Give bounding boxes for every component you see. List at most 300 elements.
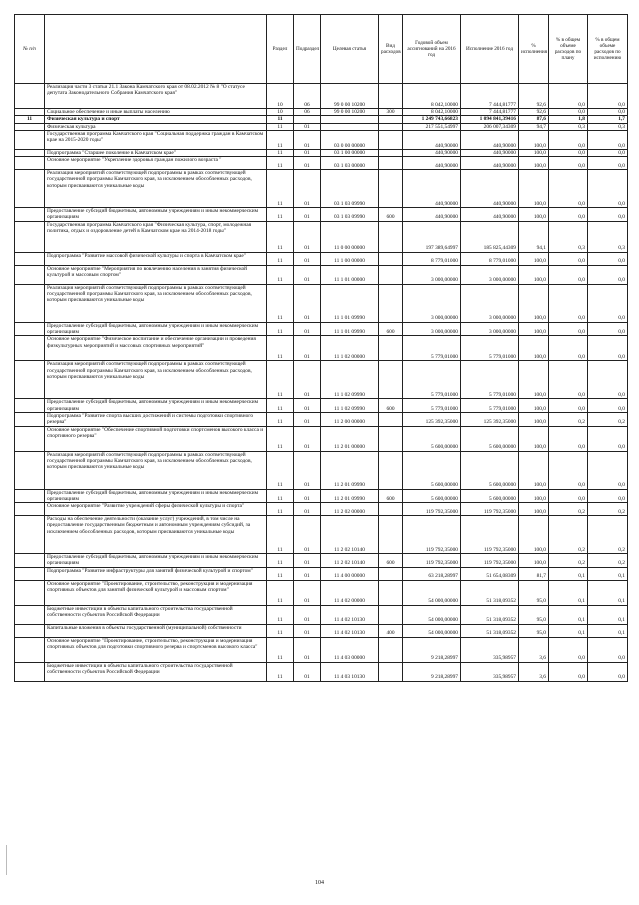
- row-num: [15, 637, 45, 662]
- row-exp-type: [379, 265, 403, 284]
- row-exec: 5 779,01000: [461, 399, 519, 413]
- row-exec: 5 779,01000: [461, 361, 519, 399]
- table-row: [15, 605, 628, 624]
- row-num: [15, 221, 45, 252]
- row-exp-type: [379, 637, 403, 662]
- table-body: [15, 84, 628, 682]
- row-num: 11: [15, 116, 45, 123]
- row-target: 11 4 00 00000: [321, 567, 379, 580]
- row-target: 03 1 03 00000: [321, 157, 379, 170]
- row-subsection: 01: [294, 426, 321, 451]
- budget-table: [14, 14, 628, 682]
- row-pct: 94,7: [519, 123, 549, 130]
- row-exec: 185 825,44309: [461, 221, 519, 252]
- row-name: Реализация мероприятий соответствующей подпрограммы в рамках соответствующей государственной программы Камчатского края, за исключением обособленных расходов, которым присваиваются уникальные коды: [45, 284, 267, 322]
- row-target: 11 1 02 09990: [321, 361, 379, 399]
- row-subsection: 01: [294, 252, 321, 265]
- row-share-plan: 0,0: [549, 336, 588, 361]
- row-target: 11 1 01 09990: [321, 284, 379, 322]
- row-num: [15, 605, 45, 624]
- row-exec: 440,90000: [461, 170, 519, 208]
- row-share-plan: 0,0: [549, 109, 588, 116]
- row-exec: 440,90000: [461, 208, 519, 222]
- row-plan: 125 392,35000: [403, 412, 461, 426]
- row-exec: 119 792,35000: [461, 554, 519, 568]
- table-row: [15, 284, 628, 322]
- row-plan: 54 000,00000: [403, 580, 461, 605]
- row-share-plan: 0,0: [549, 399, 588, 413]
- row-name: Предоставление субсидий бюджетным, автономным учреждениям и иным некоммерческим организациям: [45, 322, 267, 336]
- table-header-row: [15, 15, 628, 84]
- row-section: 11: [267, 221, 294, 252]
- row-num: [15, 84, 45, 109]
- row-num: [15, 149, 45, 156]
- row-share-exec: 0,2: [588, 554, 628, 568]
- row-section: 11: [267, 516, 294, 554]
- row-section: 11: [267, 489, 294, 503]
- row-name: Реализация части 3 статьи 21.1 Закона Камчатского края от 08.02.2012 № 8 "О статусе депутата Законодательного Собрания Камчатского края": [45, 84, 267, 109]
- row-num: [15, 322, 45, 336]
- table-row: [15, 221, 628, 252]
- row-subsection: 01: [294, 489, 321, 503]
- row-pct: 95,0: [519, 624, 549, 637]
- row-name: Бюджетные инвестиции в объекты капитального строительства государственной собственности субъектов Российской Федерации: [45, 605, 267, 624]
- table-row: [15, 399, 628, 413]
- row-share-exec: 0,1: [588, 624, 628, 637]
- row-subsection: 01: [294, 399, 321, 413]
- header-exec: Исполнение 2016 год: [461, 15, 519, 84]
- row-pct: 94,1: [519, 221, 549, 252]
- row-section: 11: [267, 322, 294, 336]
- row-section: 11: [267, 149, 294, 156]
- row-share-plan: 0,0: [549, 170, 588, 208]
- row-name: Предоставление субсидий бюджетным, автономным учреждениям и иным некоммерческим организациям: [45, 399, 267, 413]
- row-target: 11 4 03 10130: [321, 662, 379, 681]
- row-name: Реализация мероприятий соответствующей подпрограммы в рамках соответствующей государственной программы Камчатского края, за исключением обособленных расходов, которым присваиваются уникальные коды: [45, 170, 267, 208]
- row-exp-type: [379, 516, 403, 554]
- table-row: [15, 412, 628, 426]
- row-exec: 3 000,00000: [461, 265, 519, 284]
- row-plan: 5 600,00000: [403, 489, 461, 503]
- row-plan: 119 792,35000: [403, 516, 461, 554]
- row-section: 11: [267, 265, 294, 284]
- margin-mark: [6, 845, 7, 875]
- row-target: 03 1 03 09990: [321, 208, 379, 222]
- row-exec: 7 444,81777: [461, 109, 519, 116]
- row-exp-type: 600: [379, 399, 403, 413]
- row-section: 11: [267, 130, 294, 149]
- row-subsection: 01: [294, 605, 321, 624]
- row-share-plan: 0,1: [549, 605, 588, 624]
- row-exec: 440,90000: [461, 130, 519, 149]
- row-name: Основное мероприятие "Укрепление здоровья граждан пожилого возраста ": [45, 157, 267, 170]
- header-subsection: Подраздел: [294, 15, 321, 84]
- row-exec: 3 000,00000: [461, 322, 519, 336]
- row-name: Предоставление субсидий бюджетным, автономным учреждениям и иным некоммерческим организациям: [45, 489, 267, 503]
- row-pct: 87,6: [519, 116, 549, 123]
- table-row: [15, 580, 628, 605]
- row-share-plan: 0,1: [549, 580, 588, 605]
- header-section: Раздел: [267, 15, 294, 84]
- row-exec: 51 318,09352: [461, 624, 519, 637]
- row-pct: 100,0: [519, 170, 549, 208]
- row-plan: 3 000,00000: [403, 322, 461, 336]
- row-exec: 5 600,00000: [461, 489, 519, 503]
- row-name: Основное мероприятие "Физическое воспитание и обеспечение организации и проведения физкультурных мероприятий и массовых спортивных мероприятий": [45, 336, 267, 361]
- row-pct: 100,0: [519, 208, 549, 222]
- table-row: [15, 336, 628, 361]
- row-plan: 54 000,00000: [403, 605, 461, 624]
- row-num: [15, 157, 45, 170]
- row-pct: 95,0: [519, 580, 549, 605]
- row-share-exec: 0,0: [588, 265, 628, 284]
- row-exp-type: [379, 580, 403, 605]
- row-num: [15, 399, 45, 413]
- row-name: Государственная программа Камчатского края "Социальная поддержка граждан в Камчатском крае на 2015-2020 годы": [45, 130, 267, 149]
- row-name: Физическая культура: [45, 123, 267, 130]
- row-num: [15, 503, 45, 516]
- row-share-plan: 0,0: [549, 265, 588, 284]
- row-target: 11 2 00 00000: [321, 412, 379, 426]
- row-exec: 51 654,08309: [461, 567, 519, 580]
- row-pct: 100,0: [519, 322, 549, 336]
- row-num: [15, 516, 45, 554]
- row-target: 11 1 02 09990: [321, 399, 379, 413]
- row-pct: 3,6: [519, 637, 549, 662]
- row-exp-type: 300: [379, 109, 403, 116]
- row-share-exec: 0,0: [588, 208, 628, 222]
- row-subsection: 06: [294, 109, 321, 116]
- row-exp-type: [379, 149, 403, 156]
- row-exp-type: [379, 84, 403, 109]
- row-share-plan: 0,0: [549, 489, 588, 503]
- row-section: 11: [267, 123, 294, 130]
- table-row: [15, 516, 628, 554]
- row-name: Подпрограмма "Развитие спорта высших достижений и системы подготовки спортивного резерва": [45, 412, 267, 426]
- row-target: 11 0 00 00000: [321, 221, 379, 252]
- row-target: 11 1 01 00000: [321, 265, 379, 284]
- row-share-plan: 0,0: [549, 84, 588, 109]
- row-name: Реализация мероприятий соответствующей подпрограммы в рамках соответствующей государственной программы Камчатского края, за исключением обособленных расходов, которым присваиваются уникальные коды: [45, 451, 267, 489]
- row-target: 11 2 02 00000: [321, 503, 379, 516]
- row-section: 11: [267, 252, 294, 265]
- row-share-plan: 0,0: [549, 252, 588, 265]
- row-name: Подпрограмма "Развитие массовой физической культуры и спорта в Камчатском крае": [45, 252, 267, 265]
- row-target: 11 1 00 00000: [321, 252, 379, 265]
- row-exec: 7 444,81777: [461, 84, 519, 109]
- row-share-plan: 0,0: [549, 157, 588, 170]
- row-plan: 440,90000: [403, 130, 461, 149]
- row-pct: 100,0: [519, 399, 549, 413]
- row-exec: 440,90000: [461, 157, 519, 170]
- row-share-plan: 0,0: [549, 451, 588, 489]
- row-target: 99 0 00 10200: [321, 109, 379, 116]
- row-plan: 440,90000: [403, 208, 461, 222]
- table-row: [15, 130, 628, 149]
- row-name: Капитальные вложения в объекты государственной (муниципальной) собственности: [45, 624, 267, 637]
- row-share-exec: 0,0: [588, 637, 628, 662]
- row-target: 03 1 03 09990: [321, 170, 379, 208]
- row-share-plan: 0,2: [549, 412, 588, 426]
- table-row: [15, 554, 628, 568]
- row-pct: 100,0: [519, 265, 549, 284]
- row-exec: 125 392,35000: [461, 412, 519, 426]
- row-pct: 100,0: [519, 412, 549, 426]
- row-section: 10: [267, 109, 294, 116]
- row-share-plan: 0,3: [549, 123, 588, 130]
- row-share-plan: 0,2: [549, 554, 588, 568]
- row-plan: 5 600,00000: [403, 451, 461, 489]
- row-share-exec: 0,2: [588, 516, 628, 554]
- row-pct: 3,6: [519, 662, 549, 681]
- row-exp-type: [379, 361, 403, 399]
- row-exec: 335,98957: [461, 662, 519, 681]
- row-share-exec: 0,0: [588, 426, 628, 451]
- row-section: 11: [267, 624, 294, 637]
- row-section: 11: [267, 503, 294, 516]
- row-plan: 5 600,00000: [403, 426, 461, 451]
- row-section: 11: [267, 399, 294, 413]
- row-num: [15, 284, 45, 322]
- row-share-plan: 0,0: [549, 149, 588, 156]
- row-plan: 5 779,01000: [403, 336, 461, 361]
- row-exp-type: [379, 123, 403, 130]
- row-share-exec: 0,0: [588, 157, 628, 170]
- row-name: Основное мероприятие "Обеспечение спортивной подготовки спортсменов высокого класса и спортивного резерва": [45, 426, 267, 451]
- row-exec: 1 094 841,39416: [461, 116, 519, 123]
- row-exec: 51 318,09352: [461, 580, 519, 605]
- row-subsection: 01: [294, 637, 321, 662]
- row-target: 11 4 02 00000: [321, 580, 379, 605]
- row-section: 11: [267, 451, 294, 489]
- row-subsection: 01: [294, 503, 321, 516]
- table-row: [15, 322, 628, 336]
- table-row: [15, 503, 628, 516]
- row-section: 11: [267, 662, 294, 681]
- row-share-plan: 0,0: [549, 361, 588, 399]
- row-exec: 440,90000: [461, 149, 519, 156]
- row-subsection: 01: [294, 221, 321, 252]
- row-exec: 5 779,01000: [461, 336, 519, 361]
- row-section: 11: [267, 116, 294, 123]
- row-section: 11: [267, 554, 294, 568]
- row-subsection: 01: [294, 322, 321, 336]
- row-name: Основное мероприятие "Развитие учреждений сферы физической культуры и спорта": [45, 503, 267, 516]
- row-subsection: 01: [294, 412, 321, 426]
- table-row: [15, 84, 628, 109]
- row-exp-type: [379, 116, 403, 123]
- row-plan: 440,90000: [403, 157, 461, 170]
- row-plan: 5 779,01000: [403, 399, 461, 413]
- row-exp-type: [379, 252, 403, 265]
- row-exec: 5 600,00000: [461, 451, 519, 489]
- row-exp-type: [379, 567, 403, 580]
- row-num: [15, 412, 45, 426]
- row-name: Бюджетные инвестиции в объекты капитального строительства государственной собственности субъектов Российской Федерации: [45, 662, 267, 681]
- row-target: 11 4 02 10130: [321, 624, 379, 637]
- row-target: 11 1 01 09990: [321, 322, 379, 336]
- header-target: Целевая статья: [321, 15, 379, 84]
- row-num: [15, 451, 45, 489]
- row-subsection: 06: [294, 84, 321, 109]
- row-target: 11 2 01 00000: [321, 426, 379, 451]
- row-subsection: 01: [294, 567, 321, 580]
- row-num: [15, 361, 45, 399]
- row-plan: 8 042,10000: [403, 84, 461, 109]
- row-target: 11 2 01 09990: [321, 489, 379, 503]
- row-subsection: 01: [294, 149, 321, 156]
- row-share-exec: 0,0: [588, 130, 628, 149]
- row-subsection: 01: [294, 624, 321, 637]
- row-share-exec: 0,0: [588, 149, 628, 156]
- row-section: 11: [267, 426, 294, 451]
- row-share-exec: 0,0: [588, 170, 628, 208]
- row-plan: 3 000,00000: [403, 284, 461, 322]
- table-row: [15, 624, 628, 637]
- row-share-exec: 0,2: [588, 503, 628, 516]
- table-row: [15, 489, 628, 503]
- row-share-exec: 0,0: [588, 451, 628, 489]
- row-plan: 440,90000: [403, 149, 461, 156]
- row-target: [321, 116, 379, 123]
- row-num: [15, 662, 45, 681]
- row-name: Предоставление субсидий бюджетным, автономным учреждениям и иным некоммерческим организациям: [45, 554, 267, 568]
- row-share-plan: 0,2: [549, 503, 588, 516]
- row-exp-type: 400: [379, 624, 403, 637]
- row-share-plan: 0,1: [549, 567, 588, 580]
- row-pct: 100,0: [519, 451, 549, 489]
- row-share-plan: 0,0: [549, 426, 588, 451]
- row-plan: 9 218,28997: [403, 637, 461, 662]
- row-name: Основное мероприятие "Мероприятия по вовлечению населения в занятия физической культурой и массовым спортом": [45, 265, 267, 284]
- row-name: Государственная программа Камчатского края "Физическая культура, спорт, молодежная политика, отдых и оздоровление детей в Камчатском крае на 2014-2018 годы": [45, 221, 267, 252]
- row-target: 11 4 03 00000: [321, 637, 379, 662]
- row-plan: 3 000,00000: [403, 265, 461, 284]
- row-num: [15, 265, 45, 284]
- row-pct: 100,0: [519, 503, 549, 516]
- row-subsection: 01: [294, 208, 321, 222]
- header-share-plan: % в общем объеме расходов по плану: [549, 15, 588, 84]
- row-target: [321, 123, 379, 130]
- row-num: [15, 426, 45, 451]
- table-row: [15, 662, 628, 681]
- row-name: Социальное обеспечение и иные выплаты населению: [45, 109, 267, 116]
- row-pct: 100,0: [519, 336, 549, 361]
- row-section: 11: [267, 580, 294, 605]
- row-plan: 63 218,28997: [403, 567, 461, 580]
- header-exp-type: Вид расходов: [379, 15, 403, 84]
- row-share-plan: 0,2: [549, 516, 588, 554]
- row-plan: 5 779,01000: [403, 361, 461, 399]
- row-share-plan: 0,0: [549, 130, 588, 149]
- row-exp-type: 600: [379, 208, 403, 222]
- row-name: Физическая культура и спорт: [45, 116, 267, 123]
- row-exec: 51 318,09352: [461, 605, 519, 624]
- row-section: 11: [267, 412, 294, 426]
- row-name: Реализация мероприятий соответствующей подпрограммы в рамках соответствующей государственной программы Камчатского края, за исключением обособленных расходов, которым присваиваются уникальные коды: [45, 361, 267, 399]
- row-share-plan: 0,0: [549, 662, 588, 681]
- row-num: [15, 336, 45, 361]
- row-pct: 100,0: [519, 361, 549, 399]
- row-plan: 9 218,28997: [403, 662, 461, 681]
- table-row: [15, 116, 628, 123]
- row-name: Расходы на обеспечение деятельности (оказание услуг) учреждений, в том числе на предоставление государственным бюджетным и автономным учреждениям субсидий, за исключением обособленных расходов, которым присваиваются уникальные коды: [45, 516, 267, 554]
- row-target: 99 0 00 10200: [321, 84, 379, 109]
- row-plan: 119 792,35000: [403, 503, 461, 516]
- row-share-plan: 0,1: [549, 624, 588, 637]
- table-row: [15, 451, 628, 489]
- row-subsection: 01: [294, 580, 321, 605]
- row-section: 11: [267, 336, 294, 361]
- row-exp-type: [379, 221, 403, 252]
- page-number: 104: [315, 880, 324, 886]
- row-share-exec: 0,0: [588, 336, 628, 361]
- row-exec: 8 779,01000: [461, 252, 519, 265]
- row-share-plan: 0,0: [549, 208, 588, 222]
- row-plan: 119 792,35000: [403, 554, 461, 568]
- row-pct: 100,0: [519, 284, 549, 322]
- row-plan: 217 551,54997: [403, 123, 461, 130]
- row-num: [15, 580, 45, 605]
- row-pct: 92,6: [519, 84, 549, 109]
- row-share-plan: 0,0: [549, 637, 588, 662]
- row-plan: 197 389,64997: [403, 221, 461, 252]
- row-exp-type: [379, 426, 403, 451]
- row-share-exec: 0,0: [588, 322, 628, 336]
- table-row: [15, 265, 628, 284]
- row-share-exec: 0,0: [588, 361, 628, 399]
- row-num: [15, 489, 45, 503]
- row-pct: 100,0: [519, 252, 549, 265]
- row-share-plan: 0,0: [549, 284, 588, 322]
- row-pct: 100,0: [519, 426, 549, 451]
- row-exp-type: 600: [379, 489, 403, 503]
- row-section: 10: [267, 84, 294, 109]
- table-row: [15, 252, 628, 265]
- row-exp-type: [379, 336, 403, 361]
- row-exp-type: [379, 503, 403, 516]
- row-subsection: 01: [294, 265, 321, 284]
- budget-report-sheet: [14, 14, 627, 682]
- row-subsection: 01: [294, 662, 321, 681]
- row-section: 11: [267, 605, 294, 624]
- row-share-exec: 1,7: [588, 116, 628, 123]
- row-target: 03 0 00 00000: [321, 130, 379, 149]
- row-target: 03 1 00 00000: [321, 149, 379, 156]
- row-subsection: 01: [294, 361, 321, 399]
- row-num: [15, 170, 45, 208]
- row-exp-type: 600: [379, 554, 403, 568]
- row-num: [15, 624, 45, 637]
- row-exec: 335,98957: [461, 637, 519, 662]
- row-share-plan: 1,8: [549, 116, 588, 123]
- row-exp-type: [379, 662, 403, 681]
- row-pct: 100,0: [519, 516, 549, 554]
- row-share-exec: 0,3: [588, 221, 628, 252]
- row-subsection: 01: [294, 336, 321, 361]
- row-plan: 1 249 743,66823: [403, 116, 461, 123]
- row-section: 11: [267, 361, 294, 399]
- table-row: [15, 170, 628, 208]
- row-name: Предоставление субсидий бюджетным, автономным учреждениям и иным некоммерческим организациям: [45, 208, 267, 222]
- row-share-exec: 0,0: [588, 399, 628, 413]
- row-share-plan: 0,3: [549, 221, 588, 252]
- row-name: Подпрограмма "Старшее поколение в Камчатском крае": [45, 149, 267, 156]
- table-row: [15, 426, 628, 451]
- row-subsection: 01: [294, 170, 321, 208]
- row-share-exec: 0,0: [588, 489, 628, 503]
- row-share-exec: 0,0: [588, 284, 628, 322]
